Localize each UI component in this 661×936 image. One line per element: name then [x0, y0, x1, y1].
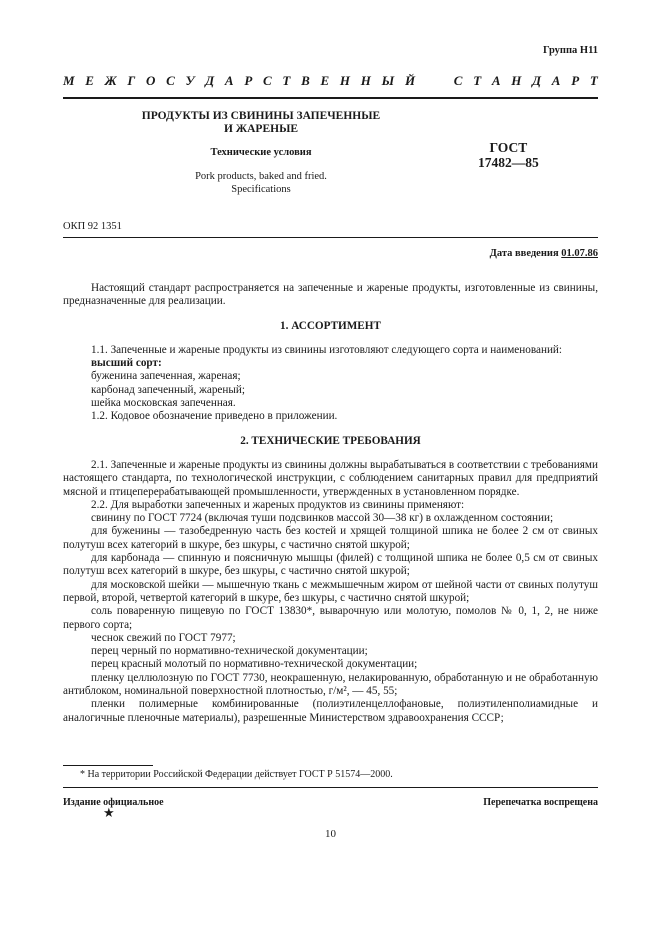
banner-letter: Е [85, 73, 94, 88]
standard-banner [63, 73, 598, 89]
date-label: Дата введения [489, 248, 559, 259]
banner-letter: Й [404, 73, 416, 88]
english-title [120, 170, 402, 196]
banner-letter: Р [244, 73, 253, 88]
banner-letter: А [491, 73, 501, 88]
gost-number: 17482—85 [478, 155, 539, 170]
banner-letter: Т [282, 73, 291, 88]
list-item: свинину по ГОСТ 7724 (включая туши подсвинков массой 30—38 кг) в охлажденном состоянии; [91, 512, 554, 525]
clause-2-2: 2.2. Для выработки запеченных и жареных продуктов из свинины применяют: [91, 498, 465, 511]
banner-letter [426, 73, 429, 89]
banner-letter: Ж [104, 73, 117, 88]
banner-letter: Н [511, 73, 522, 88]
banner-letter [440, 73, 443, 89]
banner-letter: А [551, 73, 561, 88]
header-divider [63, 97, 598, 99]
okp-code: ОКП 92 1351 [63, 221, 122, 232]
section-1-heading: 1. АССОРТИМЕНТ [280, 319, 381, 332]
list-item: для московской шейки — мышечную ткань с межмышечным жиром от шейной части от свиных полутуш первой, второй, четвертой категорий в шкуре, без шкуры, с частично снятой шкурой; [63, 578, 598, 604]
official-edition-label: Издание официальное [63, 797, 164, 808]
banner-letter: В [301, 73, 310, 88]
intro-paragraph: Настоящий стандарт распространяется на запеченные и жареные продукты, изготовленные из свинины, предназначенные для реализации. [63, 282, 598, 308]
list-item: карбонад запеченный, жареный; [91, 383, 245, 396]
clause-1-2: 1.2. Кодовое обозначение приведено в приложении. [91, 410, 338, 423]
document-subtitle: Технические условия [210, 147, 312, 158]
reprint-prohibited-label: Перепечатка воспрещена [483, 797, 598, 808]
list-item: пленку целлюлозную по ГОСТ 7730, неокрашенную, нелакированную, обработанную и не обработанную антиблоком, номинальной поверхностной плотностью, г/м², — 45, 55; [63, 671, 598, 698]
banner-letter: Н [339, 73, 351, 88]
banner-letter: А [224, 73, 234, 88]
page-number: 10 [325, 828, 336, 840]
list-item: для карбонада — спинную и поясничную мышцы (филей) с толщиной шпика не более 0,5 см от свиных полутуш всех категорий в шкуре, без шкуры, с частично снятой шкурой; [63, 552, 598, 578]
banner-letter: С [263, 73, 272, 88]
footer-divider [63, 787, 598, 788]
banner-letter: Ы [381, 73, 395, 88]
banner-letter: Р [571, 73, 580, 88]
banner-letter: Т [473, 73, 482, 88]
banner-letter: Е [320, 73, 330, 88]
grade-label: высший сорт: [91, 357, 162, 370]
star-icon: ★ [103, 805, 115, 820]
banner-letter: С [166, 73, 175, 88]
english-title-line-1: Pork products, baked and fried. [195, 171, 327, 182]
banner-letter: М [63, 73, 75, 88]
gost-label: ГОСТ [489, 140, 528, 155]
title-line-2: И ЖАРЕНЫЕ [223, 123, 299, 135]
list-item: перец красный молотый по нормативно-технической документации; [91, 658, 418, 671]
banner-letter: Д [205, 73, 215, 88]
document-body [63, 282, 598, 725]
clause-2-1: 2.1. Запеченные и жареные продукты из свинины должны вырабатываться в соответствии с требованиями настоящего стандарта, по технологической инструкции, с соблюдением санитарных правил для предприятий мясной и птицеперерабатывающей промышленности, утвержденных в установленном порядке. [63, 458, 598, 498]
clause-1-1: 1.1. Запеченные и жареные продукты из свинины изготовляют следующего сорта и наименований: [91, 343, 563, 356]
document-title [120, 110, 402, 136]
footnote: * На территории Российской Федерации действует ГОСТ Р 51574—2000. [80, 769, 393, 780]
banner-letter: Т [589, 73, 598, 88]
list-item: шейка московская запеченная. [91, 397, 236, 410]
effective-date [490, 248, 598, 259]
banner-letter: О [145, 73, 156, 88]
list-item: для буженины — тазобедренную часть без костей и хрящей толщиной шпика не более 2 см от свиных полутуш всех категорий в шкуре, без шкуры, с частично снятой шкурой; [63, 525, 598, 551]
banner-letter: У [185, 73, 195, 88]
list-item: перец черный по нормативно-технической документации; [91, 645, 368, 658]
footnote-divider [63, 765, 153, 766]
group-code: Группа Н11 [542, 45, 598, 56]
english-title-line-2: Specifications [231, 184, 291, 195]
title-line-1: ПРОДУКТЫ ИЗ СВИНИНЫ ЗАПЕЧЕННЫЕ [141, 110, 381, 122]
banner-letter: С [453, 73, 463, 88]
banner-letter: Н [360, 73, 371, 88]
section-2-heading: 2. ТЕХНИЧЕСКИЕ ТРЕБОВАНИЯ [240, 434, 421, 447]
okp-divider [63, 237, 598, 238]
date-value: 01.07.86 [561, 248, 598, 259]
list-item: чеснок свежий по ГОСТ 7977; [91, 631, 236, 644]
banner-letter: Д [532, 73, 542, 88]
gost-designation [478, 140, 539, 170]
list-item: пленки полимерные комбинированные (полиэтиленцеллофановые, полиэтиленполиамидные и аналогичные пленочные материалы), разрешенные Министерством здравоохранения СССР; [63, 698, 598, 724]
list-item: буженина запеченная, жареная; [91, 370, 241, 383]
list-item: соль поваренную пищевую по ГОСТ 13830*, выварочную или молотую, помолов № 0, 1, 2, не ниже первого сорта; [63, 605, 598, 631]
banner-letter: Г [127, 73, 136, 88]
